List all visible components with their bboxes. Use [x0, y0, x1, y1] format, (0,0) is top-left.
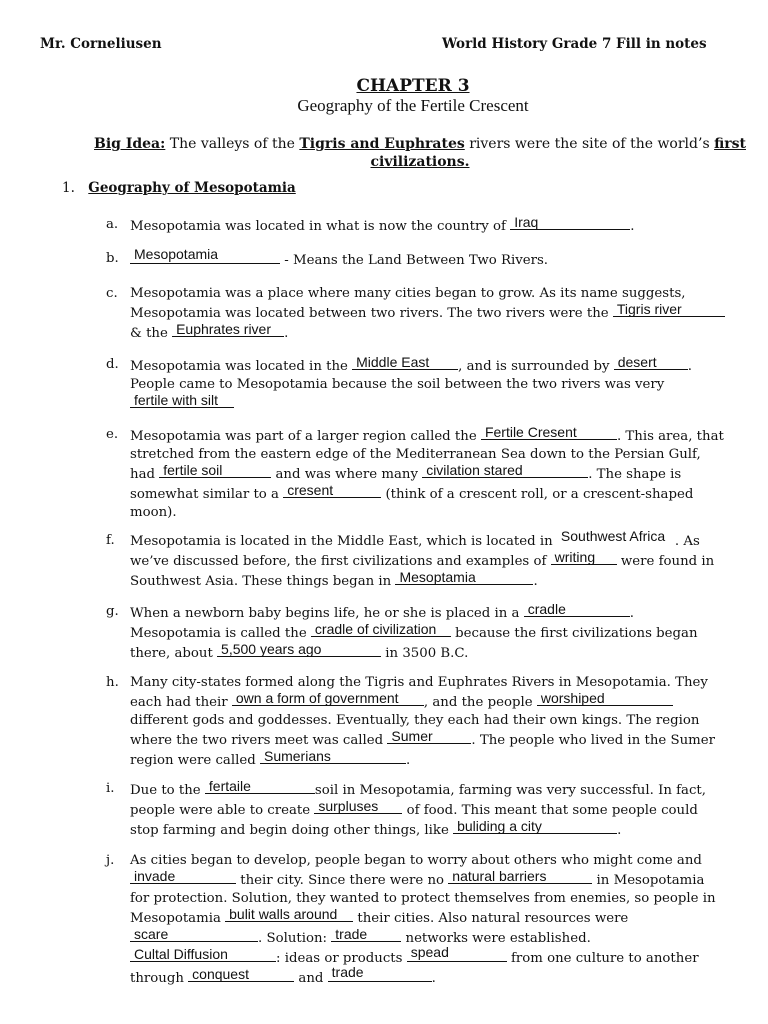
- handwritten-answer: invade: [134, 868, 176, 884]
- handwritten-answer: spead: [410, 944, 449, 960]
- answer-blank[interactable]: [395, 571, 533, 585]
- item-text: & the: [130, 326, 168, 341]
- answer-blank[interactable]: [453, 820, 617, 834]
- handwritten-answer: Fertile Cresent: [484, 424, 577, 440]
- handwritten-answer: Middle East: [356, 354, 430, 370]
- chapter-heading: CHAPTER 3: [356, 76, 470, 96]
- big-idea-text: The valleys of the: [169, 136, 295, 152]
- answer-blank[interactable]: [159, 464, 271, 478]
- big-idea-emphasis: first civilizations.: [370, 136, 746, 170]
- item-text: Mesopotamia was located in what is now the country of: [130, 219, 506, 234]
- item-text: .: [284, 326, 289, 341]
- item-text: .: [405, 753, 411, 768]
- handwritten-answer: Tigris river: [616, 301, 682, 317]
- item-letter: b.: [106, 251, 119, 266]
- note-item-c: [106, 285, 726, 343]
- item-text: Due to the: [130, 783, 201, 798]
- handwritten-answer: worshiped: [540, 690, 605, 706]
- answer-blank[interactable]: [130, 948, 276, 962]
- item-text: in 3500 B.C.: [385, 646, 469, 661]
- item-text: networks were established.: [405, 931, 591, 946]
- item-text: and: [298, 971, 324, 986]
- item-text: in Mesopotamia for protection. Solution, they wanted to protect themselves from enemies, so people in Mesopotamia: [130, 873, 716, 926]
- item-text: : ideas or products: [276, 951, 403, 966]
- handwritten-answer: writing: [554, 549, 596, 565]
- section-heading: [62, 180, 296, 196]
- item-text: . Solution:: [258, 931, 328, 946]
- answer-blank[interactable]: [130, 928, 258, 942]
- item-letter: i.: [106, 781, 115, 796]
- item-text: their cities. Also natural resources were: [357, 911, 629, 926]
- handwritten-answer: bulit walls around: [229, 906, 338, 922]
- item-text: Many city-states formed along the Tigris and Euphrates Rivers in Mesopotamia. They each had their: [130, 675, 708, 710]
- handwritten-answer: Cultal Diffusion: [134, 946, 228, 962]
- handwritten-answer: trade: [331, 964, 364, 980]
- handwritten-answer: surpluses: [318, 798, 379, 814]
- big-idea: [80, 135, 760, 171]
- note-item-a: [106, 216, 726, 236]
- handwritten-answer: trade: [335, 926, 368, 942]
- handwritten-answer: civilation stared: [426, 462, 523, 478]
- item-text: .: [533, 574, 538, 589]
- handwritten-answer: natural barriers: [452, 868, 547, 884]
- handwritten-answer: fertile soil: [163, 462, 223, 478]
- answer-blank[interactable]: [557, 528, 675, 545]
- big-idea-label: Big Idea:: [94, 136, 166, 152]
- item-letter: d.: [106, 357, 119, 372]
- handwritten-answer: Sumer: [391, 728, 433, 744]
- answer-blank[interactable]: [217, 643, 381, 657]
- item-text: Mesopotamia was a place where many cities began to grow. As its name suggests, Mesopotamia was located between two rivers. The two rivers were the: [130, 286, 686, 321]
- item-letter: g.: [106, 604, 119, 619]
- item-text: . The people who lived in the Sumer region were called: [130, 733, 715, 768]
- item-text: .: [617, 823, 622, 838]
- handwritten-answer: Iraq: [514, 214, 539, 230]
- answer-blank[interactable]: [232, 692, 424, 706]
- answer-blank[interactable]: [188, 968, 294, 982]
- answer-blank[interactable]: [311, 623, 451, 637]
- item-text: and was where many: [275, 467, 418, 482]
- item-text: different gods and goddesses. Eventually, they each had their own kings. The region where the two rivers meet was called: [130, 713, 700, 748]
- answer-blank[interactable]: [510, 216, 630, 230]
- course-title: World History Grade 7 Fill in notes: [442, 36, 707, 52]
- item-text: Mesopotamia was located in the: [130, 359, 348, 374]
- answer-blank[interactable]: [613, 303, 725, 317]
- answer-blank[interactable]: [328, 964, 432, 982]
- item-letter: c.: [106, 286, 118, 301]
- note-item-b: [106, 246, 726, 270]
- answer-blank[interactable]: [283, 484, 381, 498]
- answer-blank[interactable]: [387, 730, 471, 744]
- answer-blank[interactable]: [260, 750, 406, 764]
- note-item-d: [106, 356, 726, 414]
- handwritten-answer: cradle of civilization: [314, 621, 437, 637]
- item-text: , and is surrounded by: [458, 359, 610, 374]
- item-text: . As we’ve discussed before, the first civilizations and examples of: [130, 534, 700, 569]
- item-text: . This area, that stretched from the eastern edge of the Mediterranean Sea down to the Persian Gulf, had: [130, 429, 724, 482]
- answer-blank[interactable]: [352, 356, 458, 370]
- note-item-e: [106, 426, 726, 522]
- answer-blank[interactable]: [422, 464, 588, 478]
- section-title: Geography of Mesopotamia: [88, 180, 296, 196]
- item-text: Mesopotamia was part of a larger region called the: [130, 429, 477, 444]
- answer-blank[interactable]: [614, 356, 688, 370]
- answer-blank[interactable]: [537, 692, 673, 706]
- item-text: (think of a crescent roll, or a crescent-shaped moon).: [130, 487, 694, 520]
- answer-blank[interactable]: [130, 394, 234, 408]
- item-letter: h.: [106, 675, 119, 690]
- answer-blank[interactable]: [331, 928, 401, 942]
- answer-blank[interactable]: [448, 870, 592, 884]
- chapter-subtitle: Geography of the Fertile Crescent: [297, 96, 529, 115]
- item-letter: j.: [106, 853, 115, 868]
- handwritten-answer: cresent: [287, 482, 334, 498]
- handwritten-answer: scare: [134, 926, 169, 942]
- answer-blank[interactable]: [130, 246, 280, 264]
- section-number: 1.: [62, 180, 75, 196]
- handwritten-answer: own a form of government: [235, 690, 399, 706]
- note-item-h: [106, 674, 726, 770]
- handwritten-answer: Mesoptamia: [399, 569, 476, 585]
- note-item-f: [106, 528, 726, 591]
- item-text: . The shape is somewhat similar to a: [130, 467, 682, 502]
- handwritten-answer: fertile with silt: [134, 392, 219, 408]
- answer-blank[interactable]: [407, 944, 507, 962]
- item-text: As cities began to develop, people began to worry about others who might come and: [130, 853, 702, 868]
- item-text: soil in Mesopotamia, farming was very successful. In fact, people were able to create: [130, 783, 706, 818]
- handwritten-answer: fertaile: [208, 778, 251, 794]
- item-text: . Mesopotamia is called the: [130, 606, 634, 641]
- item-text: .: [431, 971, 436, 986]
- answer-blank[interactable]: [551, 551, 617, 565]
- handwritten-answer: Euphrates river: [176, 321, 272, 337]
- big-idea-emphasis: Tigris and Euphrates: [299, 136, 465, 152]
- item-text: Mesopotamia is located in the Middle East, which is located in: [130, 534, 553, 549]
- item-text: their city. Since there were no: [240, 873, 445, 888]
- note-item-j: [106, 852, 726, 988]
- note-item-i: [106, 780, 726, 840]
- item-text: because the first civilizations began there, about: [130, 626, 698, 661]
- answer-blank[interactable]: [172, 323, 284, 337]
- handwritten-answer: Mesopotamia: [134, 246, 219, 262]
- teacher-name: Mr. Corneliusen: [40, 36, 162, 52]
- handwritten-answer: conquest: [192, 966, 249, 982]
- item-text: - Means the Land Between Two Rivers.: [284, 253, 548, 268]
- item-letter: f.: [106, 533, 115, 548]
- item-text: , and the people: [423, 695, 533, 710]
- handwritten-answer: 5,500 years ago: [221, 641, 322, 657]
- handwritten-answer: desert: [617, 354, 657, 370]
- handwritten-answer: cradle: [527, 601, 566, 617]
- item-text: were found in Southwest Asia. These things began in: [130, 554, 715, 589]
- note-item-g: [106, 603, 726, 663]
- item-text: of food. This meant that some people could stop farming and begin doing other things, like: [130, 803, 698, 838]
- item-letter: a.: [106, 217, 119, 232]
- item-letter: e.: [106, 427, 119, 442]
- answer-blank[interactable]: [225, 908, 353, 922]
- answer-blank[interactable]: [130, 870, 236, 884]
- answer-blank[interactable]: [314, 800, 402, 814]
- item-text: When a newborn baby begins life, he or she is placed in a: [130, 606, 520, 621]
- item-text: from one culture to another through: [130, 951, 699, 986]
- item-text: . People came to Mesopotamia because the soil between the two rivers was very: [130, 359, 692, 392]
- item-text: .: [630, 219, 635, 234]
- answer-blank[interactable]: [205, 780, 315, 794]
- answer-blank[interactable]: [481, 426, 617, 440]
- handwritten-answer: Southwest Africa: [560, 528, 666, 544]
- answer-blank[interactable]: [524, 603, 630, 617]
- handwritten-answer: buliding a city: [457, 818, 542, 834]
- big-idea-text: rivers were the site of the world’s: [469, 136, 710, 152]
- handwritten-answer: Sumerians: [263, 748, 331, 764]
